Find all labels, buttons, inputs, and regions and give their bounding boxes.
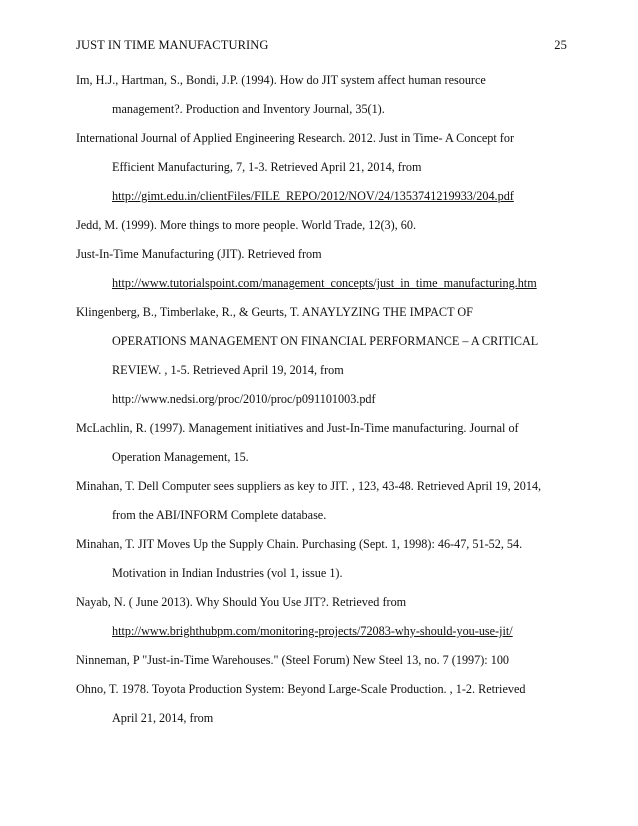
- reference-url-line: [76, 273, 571, 302]
- reference-line: Klingenberg, B., Timberlake, R., & Geurts, T. ANAYLYZING THE IMPACT OF: [76, 305, 473, 319]
- reference-list: [76, 70, 571, 737]
- reference-line: Nayab, N. ( June 2013). Why Should You Use JIT?. Retrieved from: [76, 595, 407, 609]
- reference-line: management?. Production and Inventory Journal, 35(1).: [112, 102, 385, 116]
- reference-line: Im, H.J., Hartman, S., Bondi, J.P. (1994). How do JIT system affect human resource: [76, 73, 486, 87]
- reference-line: http://www.nedsi.org/proc/2010/proc/p091101003.pdf: [112, 392, 376, 406]
- reference-entry: [76, 592, 571, 650]
- reference-line: International Journal of Applied Engineering Research. 2012. Just in Time- A Concept for: [76, 131, 514, 145]
- page-header: [76, 38, 567, 56]
- reference-entry: [76, 534, 571, 592]
- reference-line: Minahan, T. Dell Computer sees suppliers as key to JIT. , 123, 43-48. Retrieved April 19, 2014,: [76, 479, 542, 493]
- reference-entry: [76, 679, 571, 737]
- reference-line: from the ABI/INFORM Complete database.: [112, 508, 327, 522]
- reference-entry: [76, 418, 571, 476]
- reference-entry: [76, 215, 571, 244]
- reference-entry: [76, 302, 571, 418]
- reference-line: Motivation in Indian Industries (vol 1, issue 1).: [112, 566, 343, 580]
- reference-url-link[interactable]: http://www.tutorialspoint.com/management_concepts/just_in_time_manufacturing.htm: [112, 276, 537, 290]
- reference-line: McLachlin, R. (1997). Management initiatives and Just-In-Time manufacturing. Journal of: [76, 421, 519, 435]
- reference-line: Just-In-Time Manufacturing (JIT). Retrieved from: [76, 247, 322, 261]
- reference-entry: [76, 128, 571, 215]
- reference-url-link[interactable]: http://gimt.edu.in/clientFiles/FILE_REPO/2012/NOV/24/1353741219933/204.pdf: [112, 189, 514, 203]
- reference-line: Efficient Manufacturing, 7, 1-3. Retrieved April 21, 2014, from: [112, 160, 422, 174]
- page-number: 25: [554, 38, 567, 52]
- reference-url-line: [76, 621, 571, 650]
- reference-url-line: [76, 186, 571, 215]
- reference-entry: [76, 70, 571, 128]
- reference-line: Ninneman, P "Just-in-Time Warehouses." (Steel Forum) New Steel 13, no. 7 (1997): 100: [76, 653, 510, 667]
- reference-entry: [76, 244, 571, 302]
- reference-entry: [76, 650, 571, 679]
- reference-line: REVIEW. , 1-5. Retrieved April 19, 2014, from: [112, 363, 344, 377]
- reference-line: Jedd, M. (1999). More things to more people. World Trade, 12(3), 60.: [76, 218, 417, 232]
- reference-line: OPERATIONS MANAGEMENT ON FINANCIAL PERFORMANCE – A CRITICAL: [112, 334, 539, 348]
- reference-line: Ohno, T. 1978. Toyota Production System: Beyond Large-Scale Production. , 1-2. Retrieved: [76, 682, 526, 696]
- reference-entry: [76, 476, 571, 534]
- running-head: JUST IN TIME MANUFACTURING: [76, 38, 269, 52]
- reference-line: Operation Management, 15.: [112, 450, 249, 464]
- reference-line: April 21, 2014, from: [112, 711, 214, 725]
- reference-url-link[interactable]: http://www.brighthubpm.com/monitoring-projects/72083-why-should-you-use-jit/: [112, 624, 513, 638]
- reference-line: Minahan, T. JIT Moves Up the Supply Chain. Purchasing (Sept. 1, 1998): 46-47, 51-52, 54.: [76, 537, 523, 551]
